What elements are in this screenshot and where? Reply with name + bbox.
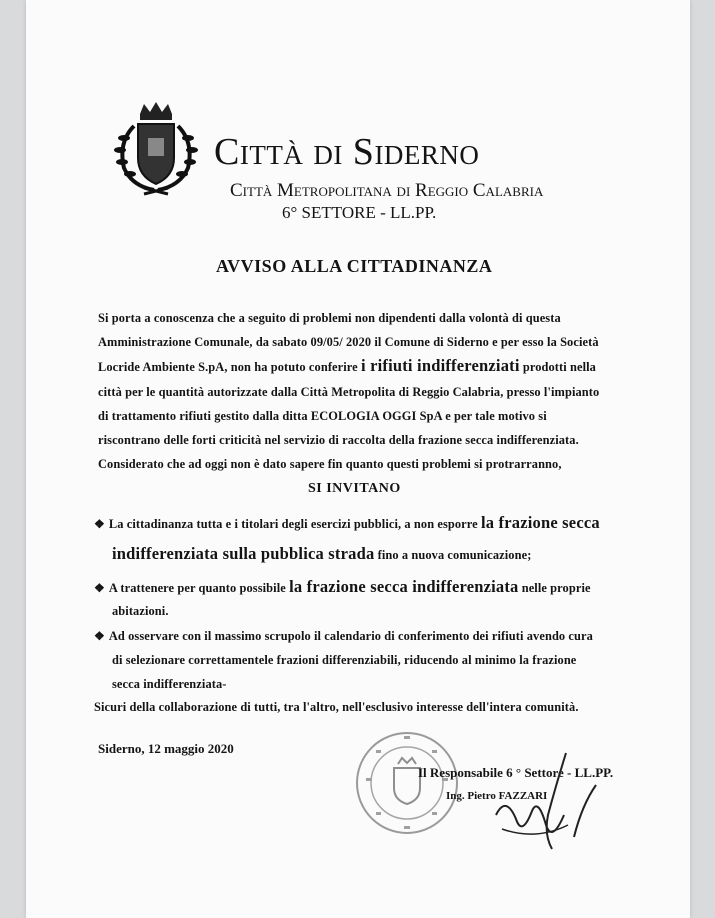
- notice-title: AVVISO ALLA CITTADINANZA: [216, 256, 493, 276]
- body-text: prodotti nella: [519, 360, 596, 374]
- body-line: Considerato che ad oggi non è dato sapere fin quanto questi problemi si protrarranno,: [98, 457, 562, 471]
- handwritten-signature-icon: [456, 745, 616, 855]
- signatory-role: Il Responsabile 6 ° Settore - LL.PP.: [418, 765, 614, 780]
- metro-subtitle: Città Metropolitana di Reggio Calabria: [230, 180, 544, 201]
- bullet-icon: ❖: [94, 517, 105, 531]
- bullet-line: secca indifferenziata-: [112, 677, 227, 691]
- sector-label: 6° SETTORE - LL.PP.: [282, 203, 437, 222]
- place-date: Siderno, 12 maggio 2020: [98, 741, 234, 756]
- official-stamp-icon: [352, 728, 462, 838]
- city-title: Città di Siderno: [214, 131, 480, 173]
- body-line: Si porta a conoscenza che a seguito di problemi non dipendenti dalla volontà di questa: [98, 311, 561, 325]
- body-text: Locride Ambiente S.pA, non ha potuto conferire: [98, 360, 361, 374]
- signatory-name: Ing. Pietro FAZZARI: [446, 790, 548, 802]
- body-line: riscontrano delle forti criticità nel servizio di raccolta della frazione secca indifferenziata.: [98, 433, 579, 447]
- bullet-item: [94, 629, 593, 644]
- bullet-text: Ad osservare con il massimo scrupolo il calendario di conferimento dei rifiuti avendo cura: [108, 629, 593, 643]
- bullet-text: nelle proprie: [518, 581, 591, 595]
- bullet-line: [112, 544, 531, 564]
- city-crest-icon: [110, 102, 202, 198]
- bullet-emphasis: la frazione secca: [480, 513, 600, 532]
- invite-heading: SI INVITANO: [308, 481, 401, 496]
- body-line: Amministrazione Comunale, da sabato 09/05/ 2020 il Comune di Siderno e per esso la Società: [98, 335, 599, 349]
- bullet-emphasis: la frazione secca indifferenziata: [289, 577, 519, 596]
- bullet-item: [94, 577, 591, 597]
- bullet-text: fino a nuova comunicazione;: [374, 548, 532, 562]
- document-page: [26, 0, 690, 918]
- bullet-icon: ❖: [94, 629, 105, 643]
- bullet-item: [94, 513, 600, 533]
- body-line: città per le quantità autorizzate dalla Città Metropolita di Reggio Calabria, presso l'impianto: [98, 385, 600, 399]
- bullet-icon: ❖: [94, 581, 105, 595]
- body-line: di trattamento rifiuti gestito dalla ditta ECOLOGIA OGGI SpA e per tale motivo si: [98, 409, 547, 423]
- bullet-text: La cittadinanza tutta e i titolari degli esercizi pubblici, a non esporre: [108, 517, 481, 531]
- body-line: [98, 356, 596, 376]
- bullet-emphasis: indifferenziata sulla pubblica strada: [112, 544, 375, 563]
- closing-line: Sicuri della collaborazione di tutti, tra l'altro, nell'esclusivo interesse dell'intera comunità.: [94, 700, 579, 714]
- bullet-text: A trattenere per quanto possibile: [108, 581, 290, 595]
- bullet-line: di selezionare correttamentele frazioni differenziabili, riducendo al minimo la frazione: [112, 653, 577, 667]
- bullet-line: abitazioni.: [112, 604, 169, 618]
- body-emphasis: i rifiuti indifferenziati: [360, 356, 520, 375]
